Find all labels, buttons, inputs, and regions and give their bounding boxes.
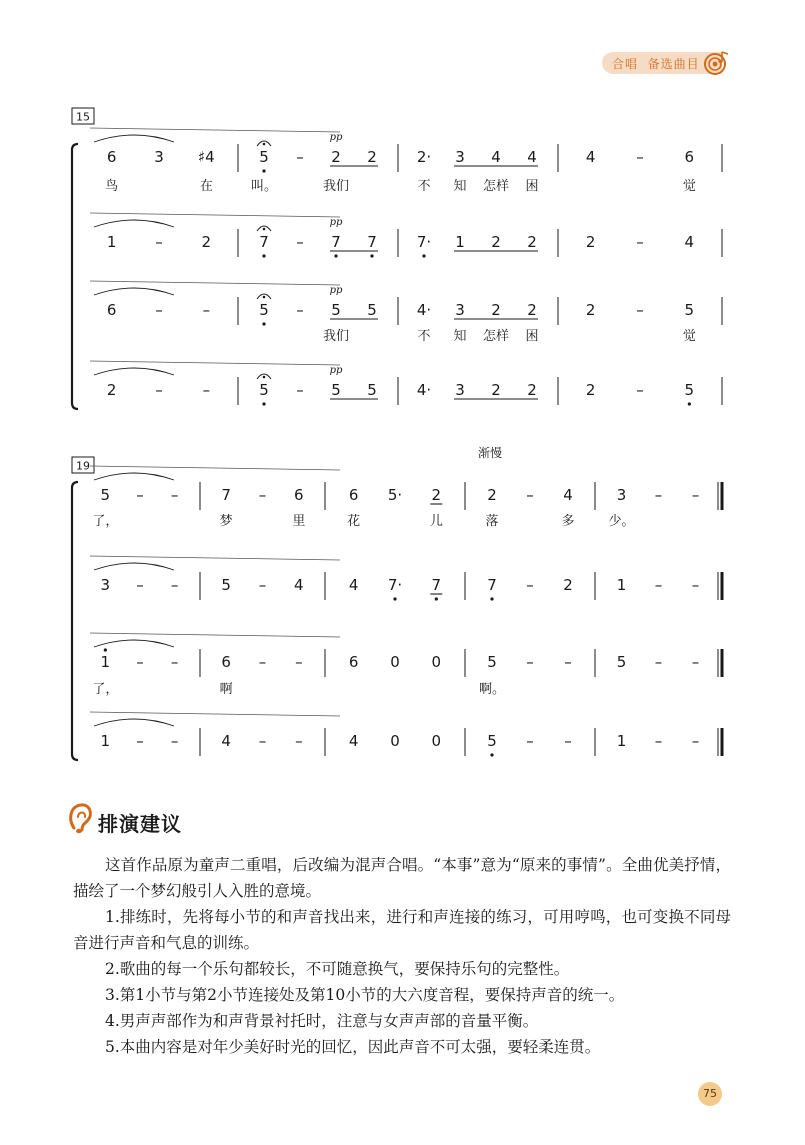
note: 3	[455, 381, 465, 399]
note: –	[258, 576, 267, 594]
phrase-line	[90, 281, 340, 285]
dynamic-marking: pp	[329, 132, 343, 143]
note: 4	[563, 486, 573, 504]
paragraph: 2.歌曲的每一个乐句都较长，不可随意换气，要保持乐句的完整性。	[105, 960, 570, 978]
lyric: 在	[199, 179, 213, 194]
octave-dot-below	[262, 254, 265, 257]
note: –	[654, 732, 663, 750]
note: 1	[100, 653, 111, 671]
note: –	[296, 381, 304, 399]
note: 7	[367, 233, 377, 251]
lyric: 鸟	[105, 179, 119, 194]
octave-dot-below	[422, 254, 425, 257]
note: 5	[367, 381, 377, 399]
phrase-line	[90, 128, 340, 132]
note: 3	[455, 301, 465, 319]
lyric: 梦	[219, 514, 233, 529]
note: 2	[367, 148, 377, 166]
lyric: 觉	[682, 179, 696, 194]
note: 0	[390, 732, 400, 750]
note: 3	[100, 576, 111, 594]
note: –	[654, 576, 663, 594]
note: 2·	[416, 148, 432, 166]
lyric: 啊。	[478, 682, 506, 697]
note: –	[258, 653, 267, 671]
note: 5	[259, 301, 269, 319]
note: –	[136, 653, 144, 671]
lyric: 少。	[608, 514, 635, 529]
note: –	[170, 486, 179, 504]
lyric: 不	[417, 179, 431, 194]
note: 2	[563, 576, 573, 594]
system-bracket	[72, 144, 78, 409]
octave-dot-below	[370, 254, 373, 257]
note: 6	[294, 486, 304, 504]
note: –	[155, 233, 163, 251]
note: 7·	[416, 233, 432, 251]
note: –	[564, 732, 572, 750]
note: 5	[616, 653, 627, 671]
system-bracket	[72, 482, 78, 760]
note: 7	[487, 576, 497, 594]
lyric: 不	[417, 329, 431, 344]
paragraph: 4.男声声部作为和声背景衬托时，注意与女声声部的音量平衡。	[105, 1012, 539, 1030]
octave-dot-below	[490, 753, 493, 756]
slur	[94, 640, 174, 647]
note: –	[170, 732, 179, 750]
note: –	[526, 486, 534, 504]
phrase-line	[90, 712, 340, 716]
octave-dot-below	[262, 402, 265, 405]
note: 7	[431, 576, 442, 594]
lyric: 啊	[219, 682, 233, 697]
fermata-dot	[263, 143, 266, 146]
lyric: 怎样	[482, 179, 510, 194]
octave-dot-below	[262, 169, 265, 172]
note: –	[295, 732, 303, 750]
note: 2	[491, 381, 501, 399]
note: –	[296, 148, 304, 166]
note: 2	[527, 381, 537, 399]
note: 3	[154, 148, 164, 166]
note: 5	[259, 148, 269, 166]
note: 7·	[387, 576, 403, 594]
chapter-subsection: 备选曲目	[647, 57, 700, 71]
octave-dot-below	[490, 597, 493, 600]
note: 5	[487, 653, 497, 671]
lyric: 困	[525, 179, 539, 194]
phrase-line	[90, 633, 340, 637]
note: 0	[431, 653, 442, 671]
note: –	[526, 653, 534, 671]
note: 4	[491, 148, 501, 166]
note: 2	[585, 233, 596, 251]
slur	[94, 368, 174, 375]
note: 4	[585, 148, 596, 166]
note: 2	[487, 486, 497, 504]
note: 6	[348, 653, 359, 671]
octave-dot-above	[104, 648, 107, 651]
note: 6	[221, 653, 231, 671]
dynamic-marking: pp	[329, 365, 343, 376]
note: 5	[487, 732, 497, 750]
note: –	[258, 486, 267, 504]
note: 4	[294, 576, 304, 594]
lyric: 里	[292, 514, 306, 529]
note: 1	[106, 233, 117, 251]
lyric: 知	[453, 179, 467, 194]
note: –	[691, 732, 700, 750]
note: –	[202, 381, 211, 399]
note: 5	[684, 301, 695, 319]
octave-dot-below	[334, 254, 337, 257]
note: –	[258, 732, 267, 750]
note: –	[654, 653, 663, 671]
note: –	[136, 732, 144, 750]
note: 0	[390, 653, 400, 671]
note: 7	[221, 486, 231, 504]
paragraph: 1.排练时，先将每小节的和声音找出来，进行和声连接的练习，可用哼鸣，也可变换不同母音进行声音和气息的训练。	[73, 908, 731, 952]
note: 5	[331, 301, 341, 319]
lyric: 叫。	[250, 179, 278, 194]
octave-dot-below	[262, 322, 265, 325]
note: 4	[221, 732, 231, 750]
note: –	[295, 653, 303, 671]
note: –	[636, 381, 644, 399]
paragraph: 这首作品原为童声二重唱，后改编为混声合唱。“本事”意为“原来的事情”。全曲优美抒情，描绘了一个梦幻般引人入胜的意境。	[73, 856, 731, 900]
dynamic-marking: pp	[329, 285, 343, 296]
note: 4·	[416, 301, 432, 319]
lyric: 困	[525, 329, 539, 344]
note: –	[296, 301, 304, 319]
lyric: 花	[347, 514, 361, 529]
ear-note-icon	[66, 800, 96, 836]
note: 5	[331, 381, 341, 399]
tempo-marking: 渐慢	[477, 446, 503, 460]
phrase-line	[90, 466, 340, 470]
lyric: 觉	[682, 329, 696, 344]
note: –	[691, 576, 700, 594]
note: –	[654, 486, 663, 504]
note: 4	[527, 148, 537, 166]
note: 2	[585, 381, 596, 399]
note: 2	[527, 301, 537, 319]
note: –	[636, 148, 644, 166]
octave-dot-below	[688, 402, 691, 405]
slur	[94, 288, 174, 295]
phrase-line	[90, 213, 340, 217]
note: 5	[367, 301, 377, 319]
note: 6	[106, 148, 117, 166]
note: –	[296, 233, 304, 251]
octave-dot-below	[435, 597, 438, 600]
slur	[94, 563, 174, 570]
slur	[94, 135, 174, 142]
dynamic-marking: pp	[329, 217, 343, 228]
note: 7	[259, 233, 269, 251]
lyric: 了，	[92, 514, 119, 529]
phrase-line	[90, 361, 340, 365]
note: 5·	[387, 486, 403, 504]
note: –	[636, 233, 644, 251]
paragraph: 5.本曲内容是对年少美好时光的回忆，因此声音不可太强，要轻柔连贯。	[105, 1038, 601, 1056]
note: 2	[491, 233, 501, 251]
measure-number: 19	[76, 459, 90, 473]
note: 2	[491, 301, 501, 319]
note: 7	[331, 233, 341, 251]
section-title: 排演建议	[98, 812, 182, 836]
slur	[94, 719, 174, 726]
note: 4	[684, 233, 695, 251]
lyric: 怎样	[482, 329, 510, 344]
fermata-dot	[263, 228, 266, 231]
lyric: 知	[453, 329, 467, 344]
note: 2	[331, 148, 341, 166]
chapter-section: 合唱	[612, 57, 639, 71]
note: 5	[259, 381, 269, 399]
note: 4	[348, 576, 359, 594]
slur	[94, 473, 174, 480]
note: 6	[348, 486, 359, 504]
note: 3	[455, 148, 465, 166]
note: –	[636, 301, 644, 319]
paragraph: 3.第1小节与第2小节连接处及第10小节的大六度音程，要保持声音的统一。	[105, 986, 625, 1004]
fermata-dot	[263, 376, 266, 379]
note: 2	[585, 301, 596, 319]
rehearsal-notes	[73, 852, 731, 1060]
note: 2	[431, 486, 442, 504]
note: 1	[100, 732, 111, 750]
slur	[94, 220, 174, 227]
note: 5	[221, 576, 231, 594]
note: 3	[616, 486, 627, 504]
note: 5	[100, 486, 111, 504]
note: –	[136, 576, 144, 594]
note: –	[526, 576, 534, 594]
note: 5	[684, 381, 695, 399]
lyric: 了，	[92, 682, 119, 697]
measure-number: 15	[76, 110, 90, 124]
note: –	[170, 653, 179, 671]
octave-dot-below	[393, 597, 396, 600]
phrase-line	[90, 556, 340, 560]
note: –	[564, 653, 572, 671]
page-number: 75	[698, 1082, 722, 1106]
note: –	[691, 486, 700, 504]
note: 4·	[416, 381, 432, 399]
lyric: 儿	[429, 514, 443, 529]
note: ♯4	[197, 148, 215, 166]
note: 2	[106, 381, 117, 399]
note: 1	[616, 576, 627, 594]
fermata-dot	[263, 296, 266, 299]
note: 2	[201, 233, 212, 251]
note: –	[691, 653, 700, 671]
note: –	[155, 301, 163, 319]
note: –	[136, 486, 144, 504]
lyric: 我们	[322, 329, 350, 344]
note: –	[155, 381, 163, 399]
note: 6	[684, 148, 695, 166]
note: –	[202, 301, 211, 319]
lyric: 我们	[322, 179, 350, 194]
note: 0	[431, 732, 442, 750]
lyric: 落	[485, 514, 499, 529]
note: –	[170, 576, 179, 594]
note: 6	[106, 301, 117, 319]
lyric: 多	[561, 514, 575, 529]
note: 1	[455, 233, 465, 251]
note: 2	[527, 233, 537, 251]
note: 1	[616, 732, 627, 750]
note: 4	[348, 732, 359, 750]
note: –	[526, 732, 534, 750]
